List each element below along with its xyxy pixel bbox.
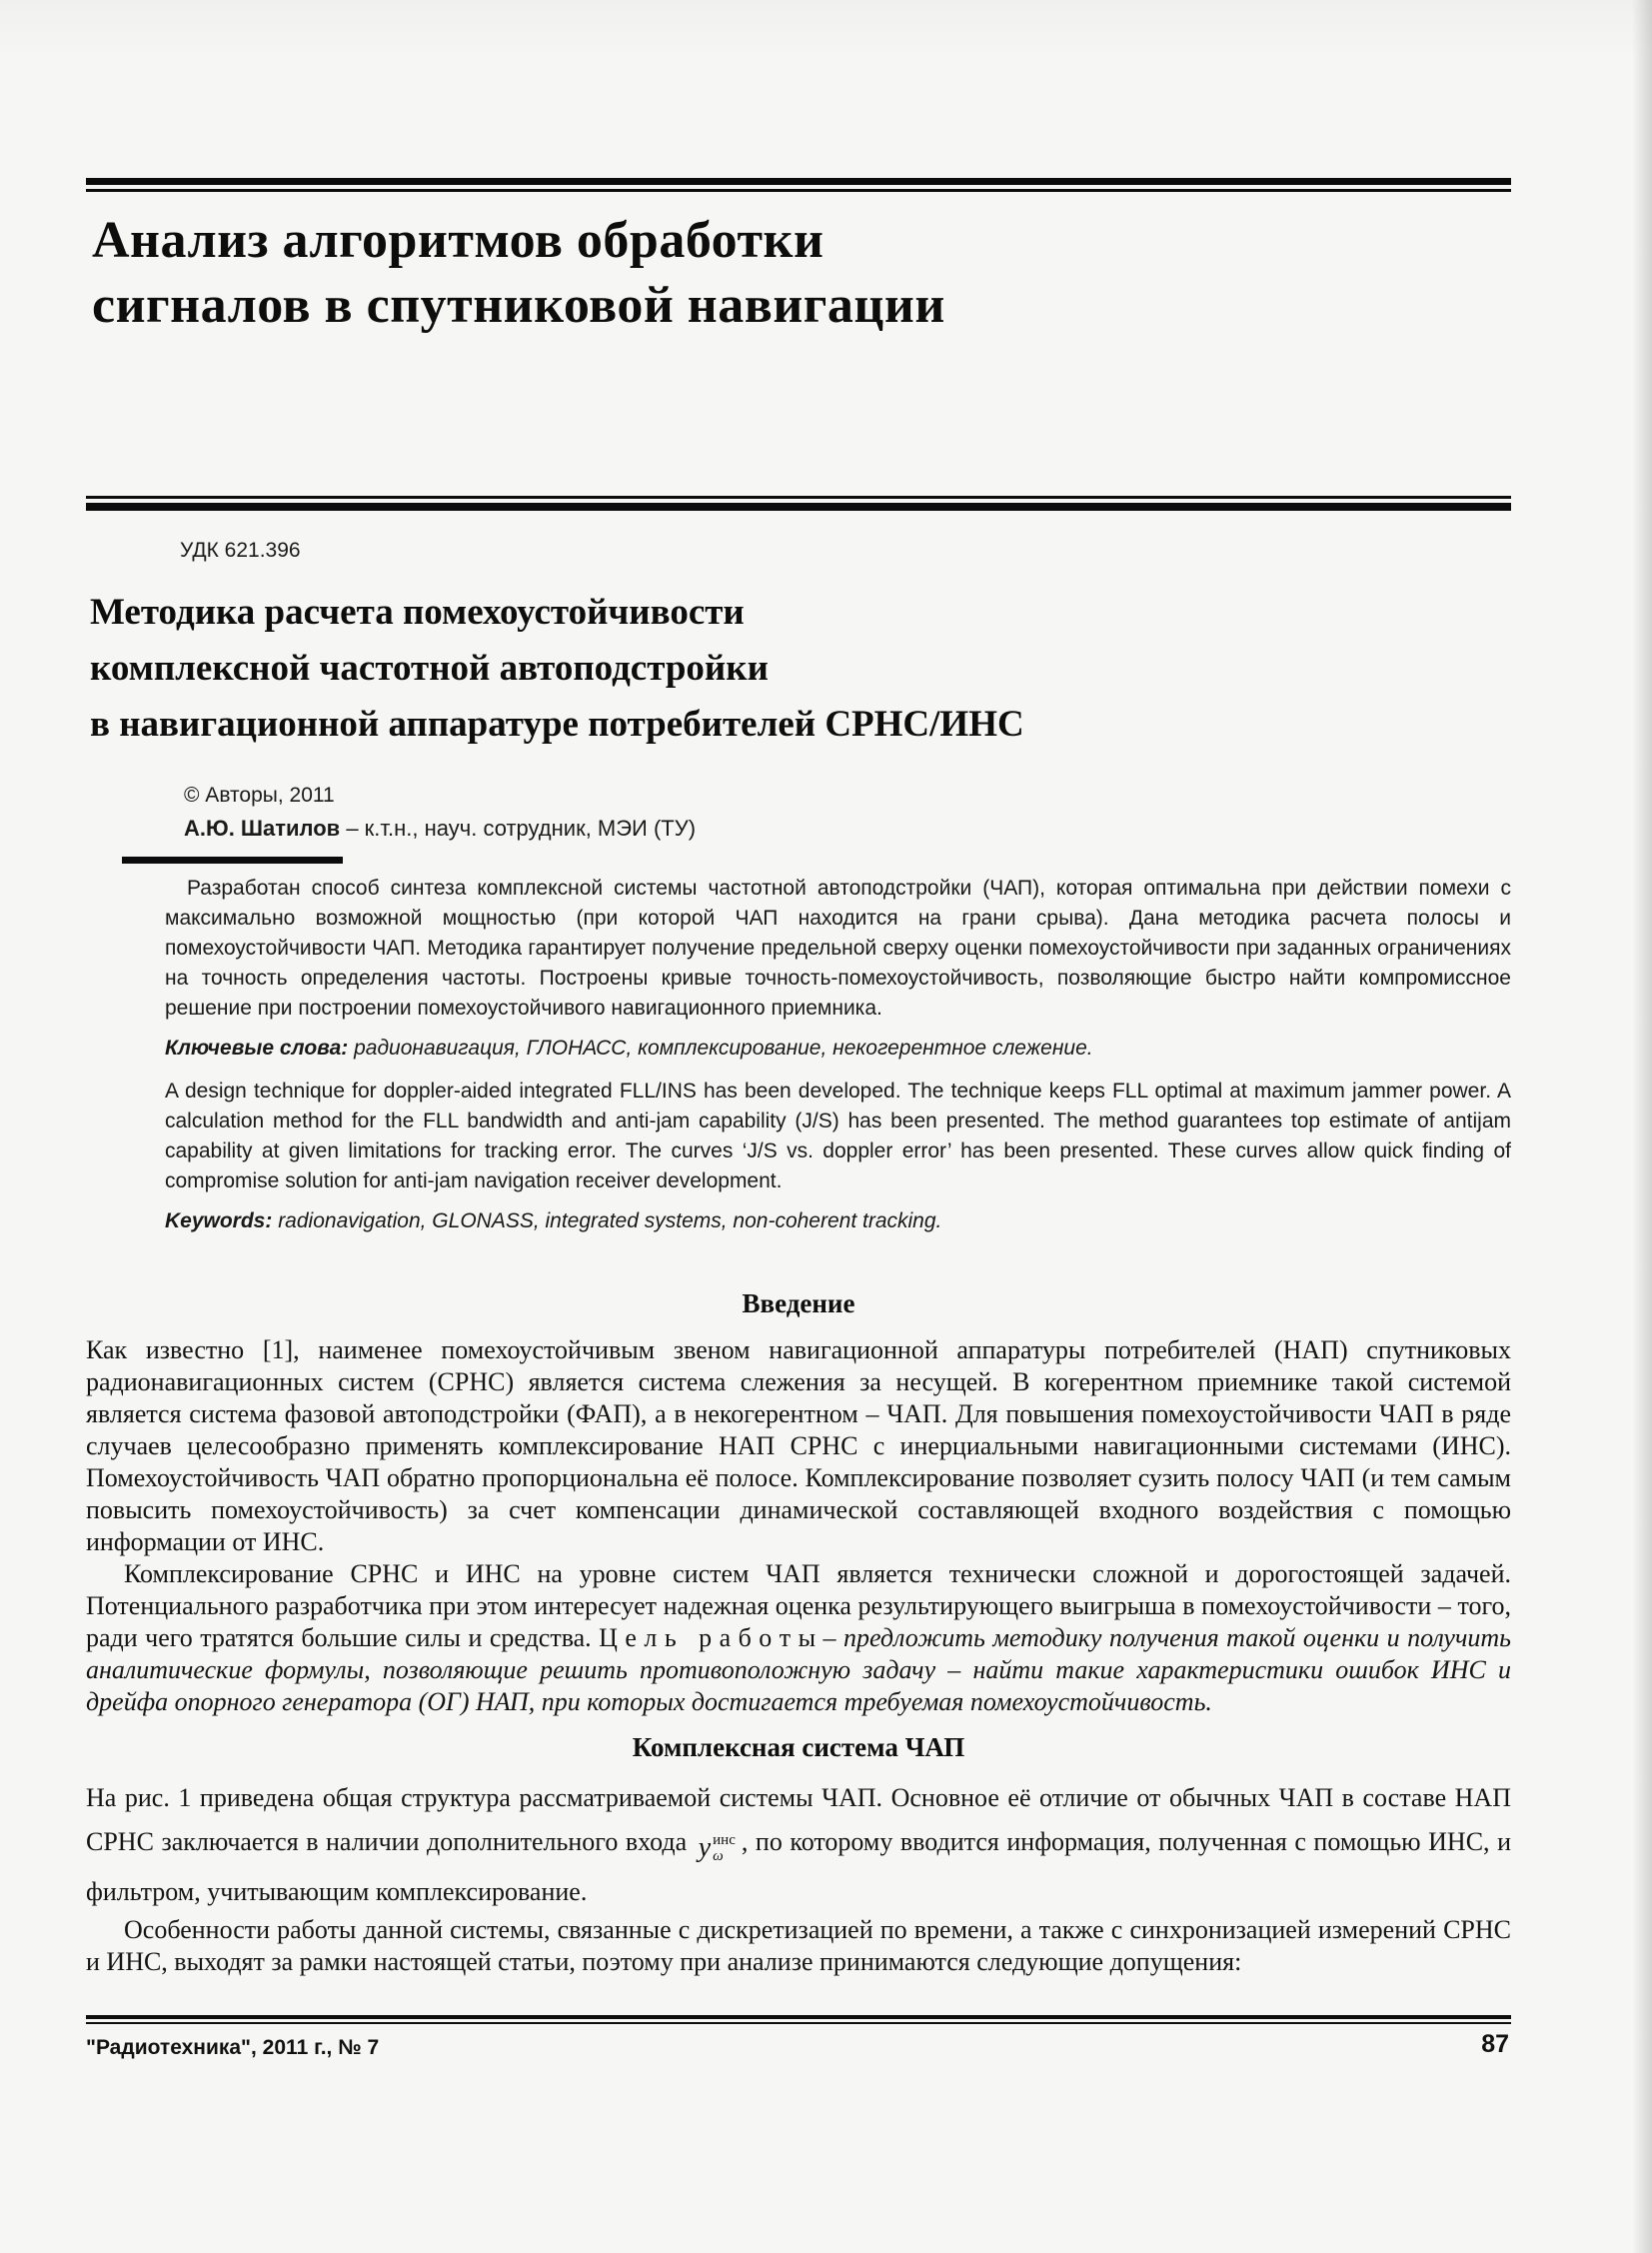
- keywords-english-list: radionavigation, GLONASS, integrated systems, non-coherent tracking.: [272, 1209, 942, 1232]
- journal-reference: "Радиотехника", 2011 г., № 7: [86, 2036, 380, 2059]
- system-paragraph-2: Особенности работы данной системы, связанные с дискретизацией по времени, а также с синхронизацией измерений СРНС и ИНС, выходят за рамки настоящей статьи, поэтому при анализе принимаются следующие допущения:: [86, 1915, 1511, 1976]
- abstract-english: A design technique for doppler-aided integrated FLL/INS has been developed. The technique keeps FLL optimal at maximum jammer power. A calculation method for the FLL bandwidth and anti-jam capability (J/S) has been presented. The method guarantees top estimate of antijam capability at given limitations for tracking error. The curves ‘J/S vs. doppler error’ has been presented. These curves allow quick finding of compromise solution for anti-jam navigation receiver development.: [165, 1080, 1511, 1192]
- abstract-russian: Разработан способ синтеза комплексной системы частотной автоподстройки (ЧАП), которая оптимальна при действии помехи с максимально возможной мощностью (при которой ЧАП находится на грани срыва). Дана методика расчета полосы и помехоустойчивости ЧАП. Методика гарантирует получение предельной сверху оценки помехоустойчивости при заданных ограничениях на точность определения частоты. Построены кривые точность-помехоустойчивость, позволяющие быстро найти компромиссное решение при построении помехоустойчивого навигационного приемника.: [165, 877, 1511, 1020]
- abstract-separator-bar: [122, 857, 343, 864]
- formula-variable: y: [698, 1832, 712, 1863]
- footer-row: [86, 2030, 1511, 2060]
- keywords-english: [165, 1206, 1511, 1236]
- footer-rule: [86, 2015, 1511, 2024]
- page-number: 87: [1481, 2030, 1509, 2058]
- author-name: А.Ю. Шатилов: [184, 816, 341, 841]
- masthead-bottom-rule: [86, 496, 1511, 511]
- formula-scripts: [713, 1833, 736, 1864]
- masthead-top-rule: [86, 178, 1511, 192]
- introduction-paragraph-1: Как известно [1], наименее помехоустойчивым звеном навигационной аппаратуры потребителей (НАП) спутниковых радионавигационных систем (СРНС) является система слежения за несущей. В когерентном приемнике такой системой является система фазовой автоподстройки (ФАП), а в некогерентном – ЧАП. Для повышения помехоустойчивости ЧАП в ряде случаев целесообразно применять комплексирование НАП СРНС с инерциальными навигационными системами (ИНС). Помехоустойчивость ЧАП обратно пропорциональна её полосе. Комплексирование позволяет сузить полосу ЧАП (и тем самым повысить помехоустойчивость) за счет компенсации динамической составляющей входного воздействия с помощью информации от ИНС.: [86, 1335, 1511, 1556]
- article-title-line1: Методика расчета помехоустойчивости: [90, 592, 745, 633]
- system-section-heading: Комплексная система ЧАП: [632, 1732, 965, 1762]
- keywords-russian-label: Ключевые слова:: [165, 1037, 349, 1060]
- introduction-heading: Введение: [742, 1288, 855, 1318]
- udc-code: УДК 621.396: [180, 539, 301, 562]
- goal-of-work-label: Ц е л ь р а б о т ы: [599, 1623, 817, 1652]
- keywords-english-label: Keywords:: [165, 1209, 273, 1232]
- page-footer: [86, 2015, 1511, 2060]
- formula-subscript: ω: [713, 1847, 724, 1864]
- article-title-line2: комплексной частотной автоподстройки: [90, 648, 769, 689]
- goal-of-work-statement: – предложить методику получения такой оценки и получить аналитические формулы, позволяющие решить противоположную задачу – найти такие характеристики ошибок ИНС и дрейфа опорного генератора (ОГ) НАП, при которых достигается требуемая помехоустойчивость.: [86, 1623, 1511, 1716]
- system-paragraph-1-after: , по которому вводится информация, полученная с помощью ИНС, и фильтром, учитывающим комплексирование.: [86, 1827, 1511, 1906]
- introduction-paragraph-2: [86, 1558, 1511, 1718]
- system-paragraph-1-before: На рис. 1 приведена общая структура рассматриваемой системы ЧАП. Основное её отличие от обычных ЧАП в составе НАП СРНС заключается в наличии дополнительного входа: [86, 1783, 1511, 1856]
- inline-formula-ins-input: [699, 1826, 736, 1870]
- formula-superscript: инс: [713, 1831, 736, 1848]
- introduction-paragraph-2-text: Комплексирование СРНС и ИНС на уровне систем ЧАП является технически сложной и дорогостоящей задачей. Потенциального разработчика при этом интересует надежная оценка результирующего выигрыша в помехоустойчивости – того, ради чего тратятся большие силы и средства.: [86, 1559, 1511, 1652]
- keywords-russian: [165, 1034, 1511, 1064]
- article-title-line3: в навигационной аппаратуре потребителей СРНС/ИНС: [90, 704, 1024, 745]
- author-details: – к.т.н., науч. сотрудник, МЭИ (ТУ): [340, 816, 697, 841]
- keywords-russian-list: радионавигация, ГЛОНАСС, комплексирование, некогерентное слежение.: [348, 1037, 1093, 1060]
- system-paragraph-1: [86, 1776, 1511, 1914]
- masthead-section-title: [92, 208, 1511, 338]
- copyright-line: © Авторы, 2011: [184, 784, 335, 807]
- masthead-title-line1: Анализ алгоритмов обработки: [92, 212, 825, 269]
- masthead-title-line2: сигналов в спутниковой навигации: [92, 277, 945, 334]
- content-column: [86, 178, 1511, 1978]
- author-line: [184, 816, 1511, 842]
- article-title: [90, 585, 1511, 753]
